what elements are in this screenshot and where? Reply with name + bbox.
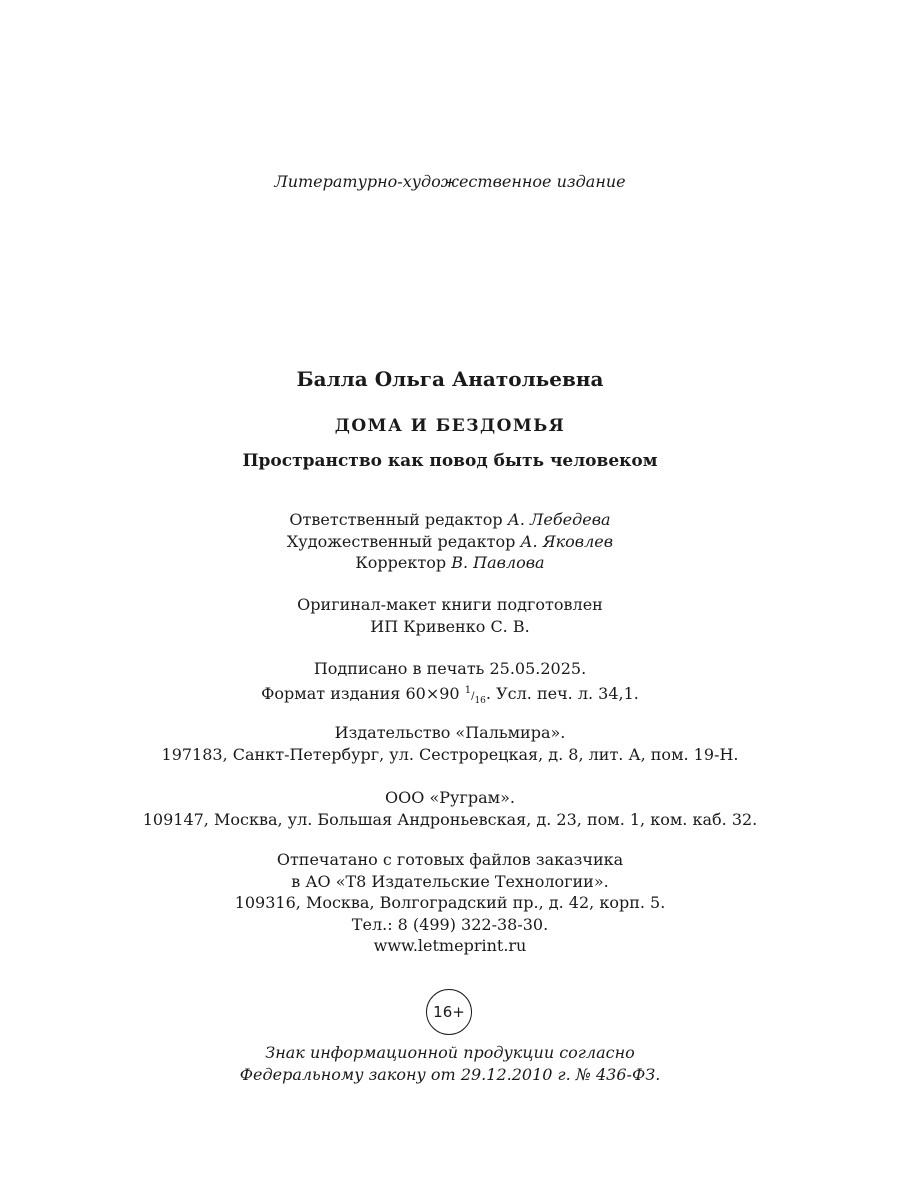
format-line [0,680,900,713]
managing-editor-label: Ответственный редактор [289,510,503,529]
art-editor-name: А. Яковлев [520,531,614,551]
format-prefix: Формат издания 60×90 [261,683,460,703]
notice-block [0,1042,900,1085]
format-fraction: $^1/_{16}$ [464,684,486,706]
publisher-name: Издательство «Пальмира». [334,723,566,742]
publisher-address: 197183, Санкт-Петербург, ул. Сестрорецкая, д. 8, лит. А, пом. 19-Н. [161,744,739,764]
fraction-numerator: 1 [464,684,472,696]
proofreader-label: Корректор [355,553,447,572]
managing-editor-name: А. Лебедева [507,510,611,529]
printer-block [0,849,900,957]
printer-line-1: Отпечатано с готовых файлов заказчика [276,850,624,869]
age-rating-badge: 16+ [426,989,472,1035]
layout-line-1: Оригинал-макет книги подготовлен [297,595,603,614]
book-subtitle: Пространство как повод быть человеком [242,451,658,471]
printer-address: 109316, Москва, Волгоградский пр., д. 42, корп. 5. [234,893,666,912]
proofreader-name: В. Павлова [451,553,545,572]
genre-label: Литературно-художественное издание [274,172,626,191]
notice-line-1: Знак информационной продукции согласно [265,1043,635,1062]
credits-block [0,509,900,574]
print-info-block [0,658,900,712]
art-editor-label: Художественный редактор [286,531,516,551]
distributor-address: 109147, Москва, ул. Большая Андроньевская, д. 23, пом. 1, ком. каб. 32. [142,809,758,829]
book-title: ДОМА И БЕЗДОМЬЯ [334,416,566,436]
distributor-name: ООО «Руграм». [385,788,515,807]
layout-block [0,594,900,637]
proofreader-line [0,552,900,574]
notice-line-2: Федеральному закону от 29.12.2010 г. № 436-ФЗ. [239,1064,661,1084]
printer-line-2: в АО «Т8 Издательские Технологии». [291,871,609,891]
distributor-block [0,787,900,830]
signed-date: Подписано в печать 25.05.2025. [313,659,587,678]
printer-phone: Тел.: 8 (499) 322-38-30. [351,914,549,934]
art-editor-line [0,531,900,553]
publisher-block [0,722,900,765]
printer-website: www.letmeprint.ru [373,936,527,955]
layout-line-2: ИП Кривенко С. В. [370,616,530,636]
format-suffix: . Усл. печ. л. 34,1. [485,683,639,703]
fraction-denominator: 16 [474,695,486,706]
author-name: Балла Ольга Анатольевна [296,367,604,391]
managing-editor-line [0,509,900,531]
